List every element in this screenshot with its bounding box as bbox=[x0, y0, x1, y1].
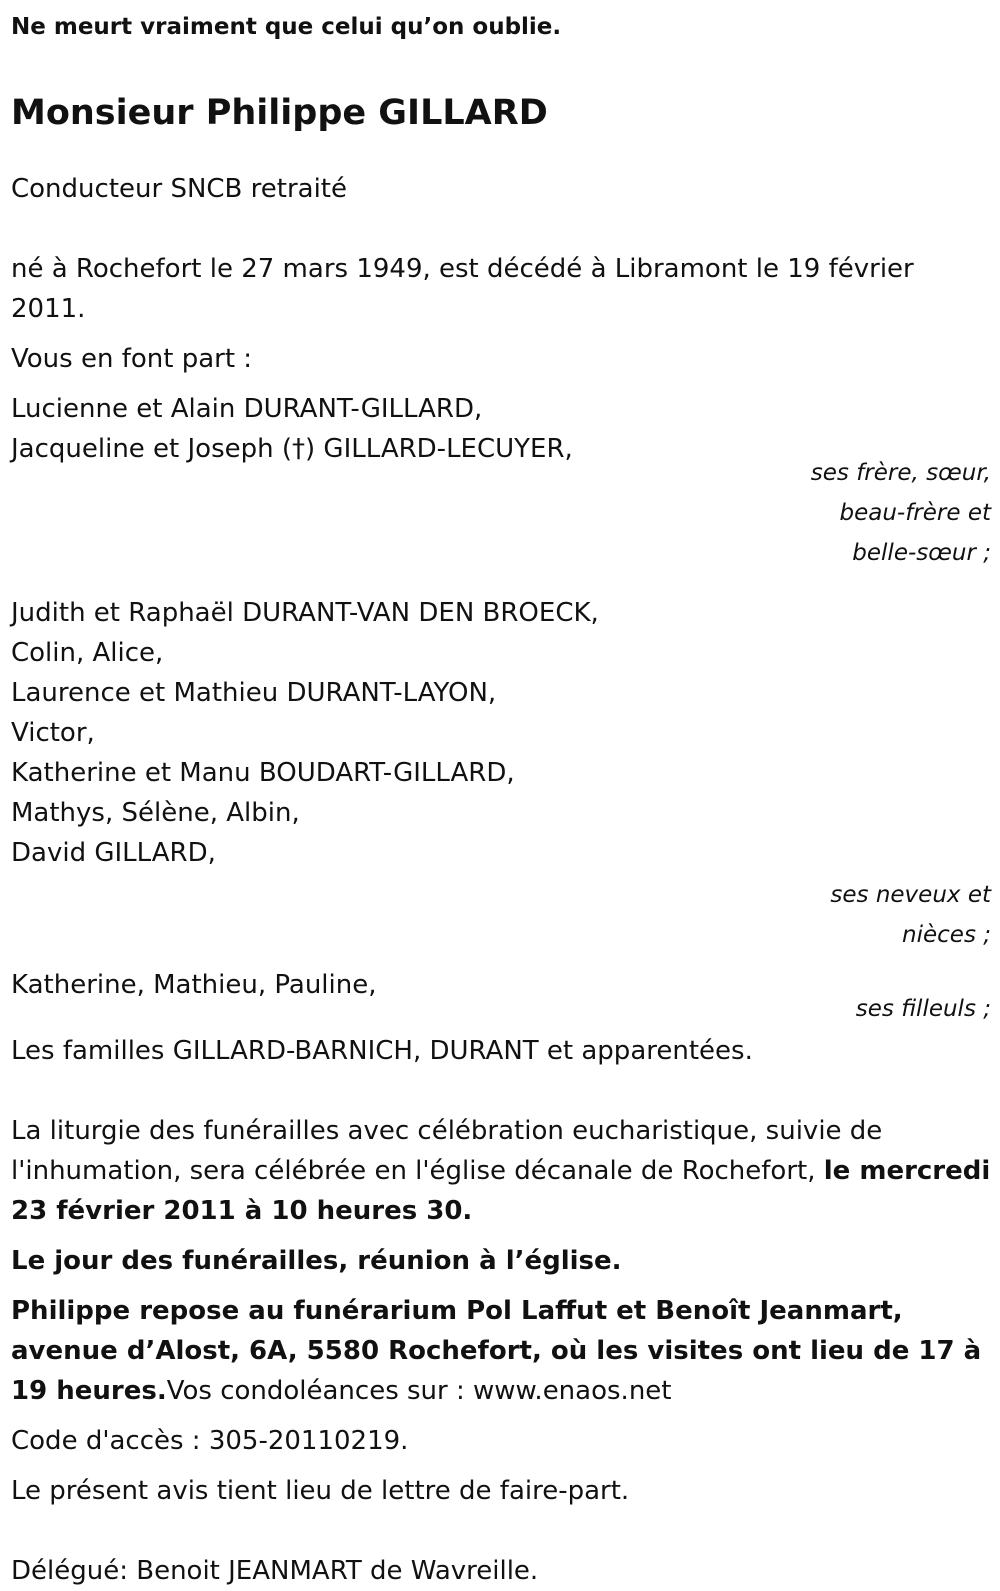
liturgy-text: La liturgie des funérailles avec célébration eucharistique, suivie de l'inhumation, sera célébrée en l'église décanale de Rochefort, bbox=[11, 1116, 883, 1186]
list-item: Jacqueline et Joseph (†) GILLARD-LECUYER, bbox=[11, 434, 573, 464]
nephews-list bbox=[11, 593, 991, 873]
role-line: ses neveux et bbox=[830, 882, 991, 908]
role-line: beau-frère et bbox=[839, 500, 991, 526]
rest-bold: Philippe repose au funérarium Pol Laffut et Benoît Jeanmart, avenue d’Alost, 6A, 5580 Rochefort, où les visites ont lieu de 17 à 19 heures. bbox=[11, 1296, 982, 1406]
list-item: Laurence et Mathieu DURANT-LAYON, bbox=[11, 678, 497, 708]
occupation: Conducteur SNCB retraité bbox=[11, 174, 347, 204]
families-line: Les familles GILLARD-BARNICH, DURANT et apparentées. bbox=[11, 1036, 753, 1066]
birth-death: né à Rochefort le 27 mars 1949, est décédé à Libramont le 19 février 2011. bbox=[11, 254, 914, 324]
role-line: ses frère, sœur, bbox=[810, 460, 991, 486]
list-item: Lucienne et Alain DURANT-GILLARD, bbox=[11, 394, 483, 424]
intro-line: Vous en font part : bbox=[11, 344, 253, 374]
rest-paragraph bbox=[11, 1291, 991, 1411]
list-item: Victor, bbox=[11, 718, 95, 748]
list-item: Colin, Alice, bbox=[11, 638, 164, 668]
role-line: ses filleuls ; bbox=[855, 996, 991, 1022]
liturgy-date: le mercredi 23 février 2011 à 10 heures 30. bbox=[11, 1156, 991, 1226]
obituary-notice bbox=[11, 0, 991, 1591]
siblings-role bbox=[11, 453, 991, 573]
list-item: Judith et Raphaël DURANT-VAN DEN BROECK, bbox=[11, 598, 599, 628]
list-item: Katherine et Manu BOUDART-GILLARD, bbox=[11, 758, 515, 788]
list-item: Mathys, Sélène, Albin, bbox=[11, 798, 300, 828]
notice-line: Le présent avis tient lieu de lettre de faire-part. bbox=[11, 1476, 630, 1506]
liturgy-paragraph bbox=[11, 1111, 991, 1231]
meeting-line bbox=[11, 1241, 991, 1281]
role-line: belle-sœur ; bbox=[852, 540, 991, 566]
role-line: nièces ; bbox=[902, 922, 991, 948]
condolences-text: Vos condoléances sur : www.enaos.net bbox=[166, 1376, 672, 1406]
deceased-name: Monsieur Philippe GILLARD bbox=[11, 93, 548, 133]
epigraph: Ne meurt vraiment que celui qu’on oublie. bbox=[11, 14, 562, 40]
meeting-text: Le jour des funérailles, réunion à l’église. bbox=[11, 1246, 622, 1276]
access-code: Code d'accès : 305-20110219. bbox=[11, 1426, 409, 1456]
delegate-line: Délégué: Benoit JEANMART de Wavreille. bbox=[11, 1556, 539, 1586]
godchildren-list: Katherine, Mathieu, Pauline, bbox=[11, 970, 377, 1000]
nephews-role bbox=[11, 875, 991, 955]
list-item: David GILLARD, bbox=[11, 838, 216, 868]
